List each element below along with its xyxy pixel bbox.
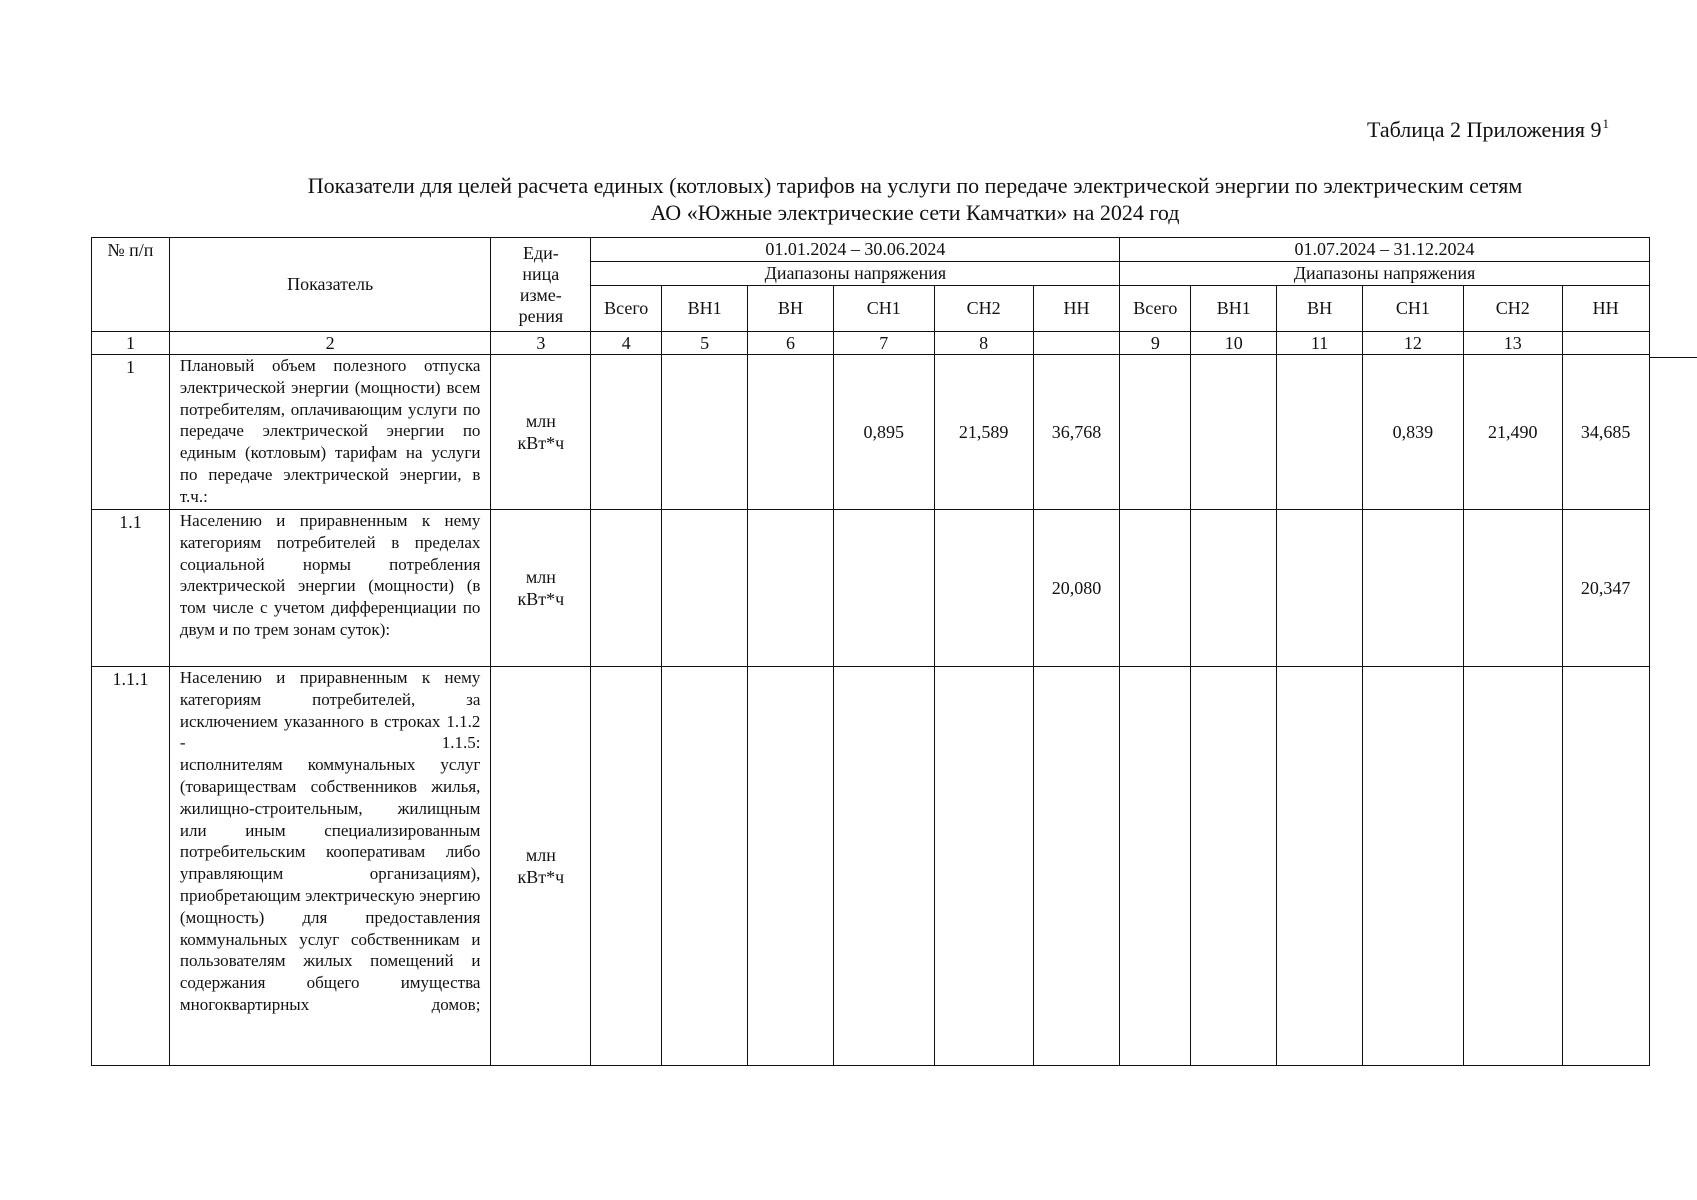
cell-value xyxy=(662,355,748,510)
cell-value xyxy=(1463,510,1562,667)
table-row xyxy=(92,355,1697,510)
cell-value xyxy=(1191,355,1277,510)
document-title xyxy=(190,172,1640,226)
row-indicator: Плановый объем полезного отпуска электрической энергии (мощности) всем потребителям, оплачивающим услуги по передаче электрической энергии по единым (котловым) тарифам на услуги по передаче электрической энергии, в т.ч.: xyxy=(169,355,491,510)
title-line-1: Показатели для целей расчета единых (котловых) тарифов на услуги по передаче электрической энергии по электрическим сетям xyxy=(307,173,1523,198)
column-number xyxy=(1033,332,1120,355)
col-sn1-2: СН1 xyxy=(1362,286,1463,332)
table-row xyxy=(92,667,1697,1066)
table-row xyxy=(92,510,1697,667)
cell-value xyxy=(1191,510,1277,667)
indicators-table xyxy=(91,237,1697,1066)
cell-value: 34,685 xyxy=(1562,355,1649,510)
row-unit: млн кВт*ч xyxy=(491,355,591,510)
header-ranges-2: Диапазоны напряжения xyxy=(1120,262,1649,286)
appendix-label: Таблица 2 Приложения $9^1$ xyxy=(1366,116,1609,142)
cell-value xyxy=(833,667,934,1066)
cell-value xyxy=(748,510,834,667)
column-number xyxy=(1562,332,1649,355)
cell-value xyxy=(1120,667,1191,1066)
header-num: № п/п xyxy=(92,238,170,332)
cell-value xyxy=(591,667,662,1066)
header-ranges-1: Диапазоны напряжения xyxy=(591,262,1120,286)
column-number: 13 xyxy=(1463,332,1562,355)
header-unit: Еди- ница изме- рения xyxy=(491,238,591,332)
cell-value: 20,080 xyxy=(1033,510,1120,667)
col-sn2-2: СН2 xyxy=(1463,286,1562,332)
cell-value: 0,839 xyxy=(1362,355,1463,510)
col-nn-1: НН xyxy=(1033,286,1120,332)
row-num: 1.1.1 xyxy=(92,667,170,1066)
col-sn1-1: СН1 xyxy=(833,286,934,332)
col-vn-1: ВН xyxy=(748,286,834,332)
col-total-1: Всего xyxy=(591,286,662,332)
cell-value xyxy=(662,510,748,667)
col-vn1-2: ВН1 xyxy=(1191,286,1277,332)
col-vn-2: ВН xyxy=(1277,286,1363,332)
cell-value xyxy=(1362,667,1463,1066)
header-indicator: Показатель xyxy=(169,238,491,332)
cell-value xyxy=(1463,667,1562,1066)
row-num: 1 xyxy=(92,355,170,510)
column-number: 11 xyxy=(1277,332,1363,355)
col-nn-2: НН xyxy=(1562,286,1649,332)
column-number: 8 xyxy=(934,332,1033,355)
column-number: 1 xyxy=(92,332,170,355)
col-sn2-1: СН2 xyxy=(934,286,1033,332)
cell-value xyxy=(591,355,662,510)
cell-value xyxy=(748,667,834,1066)
cell-value xyxy=(1362,510,1463,667)
cell-value xyxy=(591,510,662,667)
cell-value: 21,490 xyxy=(1463,355,1562,510)
cell-value xyxy=(934,667,1033,1066)
header-row-periods xyxy=(92,238,1697,262)
cell-value xyxy=(1191,667,1277,1066)
cell-value xyxy=(662,667,748,1066)
cell-value xyxy=(1277,667,1363,1066)
cell-value xyxy=(1120,355,1191,510)
row-num: 1.1 xyxy=(92,510,170,667)
row-indicator: Населению и приравненным к нему категориям потребителей, за исключением указанного в строках 1.1.2 - 1.1.5: исполнителям коммунальных услуг (товариществам собственников жилья, жилищно-строительным, жилищным или иным специализированным потребительским кооперативам либо управляющим организациям), приобретающим электрическую энергию (мощность) для предоставления коммунальных услуг собственникам и пользователям жилых помещений и содержания общего имущества многоквартирных домов; xyxy=(169,667,491,1066)
col-vn1-1: ВН1 xyxy=(662,286,748,332)
cell-value xyxy=(1277,510,1363,667)
column-number: 2 xyxy=(169,332,491,355)
column-number: 12 xyxy=(1362,332,1463,355)
cell-value: 36,768 xyxy=(1033,355,1120,510)
column-number: 4 xyxy=(591,332,662,355)
header-period-1: 01.01.2024 – 30.06.2024 xyxy=(591,238,1120,262)
cell-value xyxy=(1277,355,1363,510)
column-number: 3 xyxy=(491,332,591,355)
column-number: 9 xyxy=(1120,332,1191,355)
cell-value: 21,589 xyxy=(934,355,1033,510)
col-total-2: Всего xyxy=(1120,286,1191,332)
column-number: 5 xyxy=(662,332,748,355)
cell-value xyxy=(1562,667,1649,1066)
cell-value: 20,347 xyxy=(1562,510,1649,667)
column-number: 6 xyxy=(748,332,834,355)
cell-value: 0,895 xyxy=(833,355,934,510)
column-number-row xyxy=(92,332,1697,355)
row-indicator: Населению и приравненным к нему категориям потребителей в пределах социальной нормы потребления электрической энергии (мощности) (в том числе с учетом дифференциации по двум и по трем зонам суток): xyxy=(169,510,491,667)
header-period-2: 01.07.2024 – 31.12.2024 xyxy=(1120,238,1649,262)
cell-value xyxy=(1033,667,1120,1066)
row-unit: млн кВт*ч xyxy=(491,510,591,667)
cell-value xyxy=(934,510,1033,667)
cell-value xyxy=(748,355,834,510)
row-unit: млн кВт*ч xyxy=(491,667,591,1066)
cell-value xyxy=(1120,510,1191,667)
column-number: 10 xyxy=(1191,332,1277,355)
table-margin xyxy=(1649,238,1697,667)
cell-value xyxy=(833,510,934,667)
title-line-2: АО «Южные электрические сети Камчатки» на 2024 год xyxy=(650,200,1180,225)
column-number: 7 xyxy=(833,332,934,355)
